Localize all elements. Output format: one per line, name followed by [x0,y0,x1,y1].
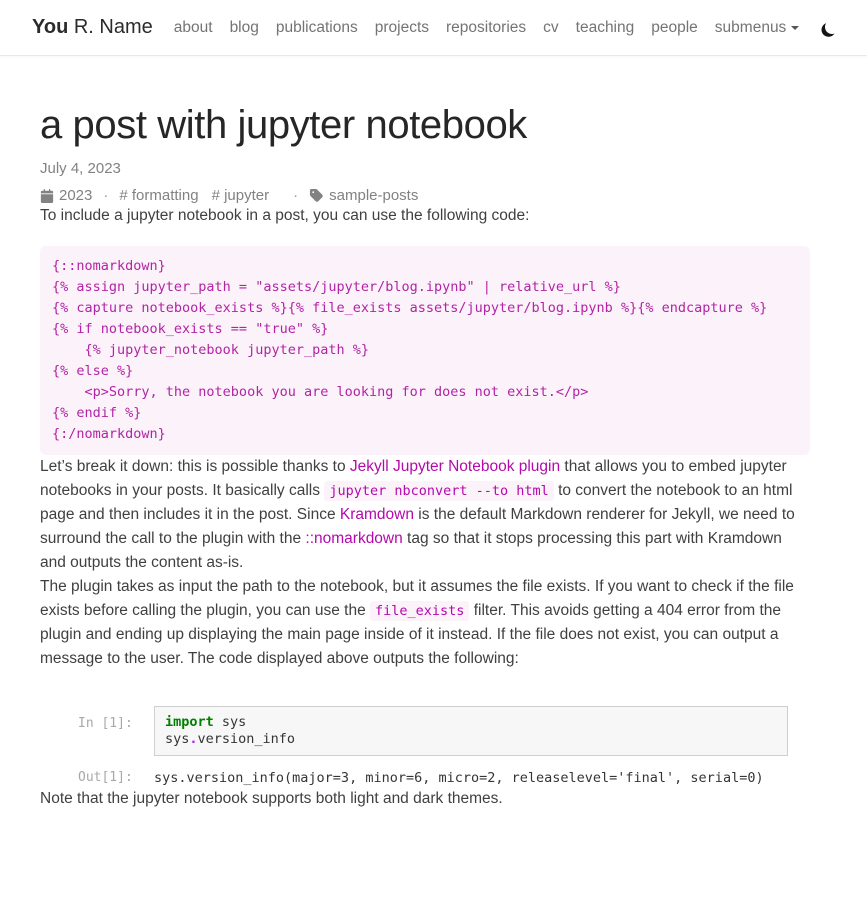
dark-mode-toggle[interactable] [819,17,841,39]
tag-icon [309,188,324,203]
p2-text: Let’s break it down: this is possible thanks to [40,458,350,475]
code-line: {% endif %} [52,405,142,421]
meta-year[interactable]: 2023 [59,187,93,204]
jupyter-output-row [78,770,810,787]
nav-item-submenus-label: submenus [714,18,787,36]
import-keyword: import [165,714,214,730]
jupyter-notebook-embed [78,706,810,787]
nav-item-teaching[interactable]: teaching [575,18,635,36]
meta-category-jupyter[interactable]: # jupyter [211,187,270,204]
nav-item-about[interactable]: about [173,18,213,36]
meta-year-group [40,187,92,204]
code-line: {% if notebook_exists == "true" %} [52,321,329,337]
chevron-down-icon [791,26,799,30]
meta-separator-2: · [293,187,299,204]
p2-text: to convert the notebook to an html page and then includes it in the post. Since [40,482,793,523]
nav-item-people[interactable]: people [651,18,698,36]
explanation-paragraph [40,455,810,575]
jupyter-code-line [165,731,777,748]
meta-separator: · [103,187,109,204]
jekyll-jupyter-plugin-link[interactable]: Jekyll Jupyter Notebook plugin [349,458,561,475]
nav-menu [174,19,800,37]
jupyter-input-area [154,706,788,756]
nav-item-cv[interactable]: cv [543,18,559,36]
nav-item-publications[interactable]: publications [275,18,358,36]
jupyter-output-text: sys.version_info(major=3, minor=6, micro=2, releaselevel='final', serial=0) [154,770,764,786]
p2-text: is the default Markdown renderer for Jekyll, we need to surround the call to the plugin with the [40,506,795,547]
meta-tag-group [309,187,418,204]
code-line: {:/nomarkdown} [52,426,166,442]
code-line: {::nomarkdown} [52,258,166,274]
jupyter-code-line [165,714,777,731]
meta-category-formatting[interactable]: # formatting [119,187,199,204]
kramdown-link[interactable]: Kramdown [339,506,414,523]
closing-paragraph: Note that the jupyter notebook supports both light and dark themes. [40,790,503,807]
moon-icon [824,18,841,35]
code-line: {% assign jupyter_path = "assets/jupyter/blog.ipynb" | relative_url %} [52,279,621,295]
brand-link[interactable] [32,16,153,39]
p2-text: tag so that it stops processing this part with Kramdown and outputs the content as-is. [40,530,782,571]
code-line: {% capture notebook_exists %}{% file_exists assets/jupyter/blog.ipynb %}{% endcapture %} [52,300,768,316]
code-line: <p>Sorry, the notebook you are looking for does not exist.</p> [52,384,589,400]
jupyter-code-text: version_info [197,731,296,747]
post-date: July 4, 2023 [40,160,121,177]
plugin-paragraph [40,575,810,671]
p2-text: that allows you to embed jupyter notebooks in your posts. It basically calls [40,458,787,499]
intro-paragraph: To include a jupyter notebook in a post, you can use the following code: [40,207,530,224]
navbar [0,0,867,56]
jupyter-input-row [78,706,810,756]
nbconvert-inline-code: jupyter nbconvert --to html [324,481,553,501]
brand-first-name: You [32,16,69,38]
post-content [0,103,867,841]
nav-item-blog[interactable]: blog [229,18,259,36]
code-line: {% else %} [52,363,134,379]
calendar-icon [40,189,54,203]
jupyter-in-prompt: In [1]: [78,716,133,731]
liquid-code-block [40,246,810,455]
p3-text: The plugin takes as input the path to the notebook, but it assumes the file exists. If you want to check if the file exists before calling the plugin, you can use the [40,578,794,619]
nav-item-repositories[interactable]: repositories [446,18,527,36]
meta-tag[interactable]: sample-posts [329,187,419,204]
file-exists-inline-code: file_exists [370,601,469,621]
jupyter-out-prompt: Out[1]: [78,770,133,785]
jupyter-code-text: sys [165,731,190,747]
code-line: {% jupyter_notebook jupyter_path %} [52,342,369,358]
jupyter-code-text: sys [213,714,247,730]
dot-operator: . [189,731,198,747]
nav-item-submenus-dropdown[interactable] [715,19,800,37]
brand-last-name: R. Name [73,16,153,38]
p3-text: filter. This avoids getting a 404 error from the plugin and ending up displaying the main page inside of it instead. If the file does not exist, you can output a message to the user. The code displayed above outputs the following: [40,602,782,667]
post-meta [40,187,810,204]
nomarkdown-link[interactable]: ::nomarkdown [305,530,403,547]
page-title: a post with jupyter notebook [40,103,527,147]
nav-item-projects[interactable]: projects [374,18,430,36]
